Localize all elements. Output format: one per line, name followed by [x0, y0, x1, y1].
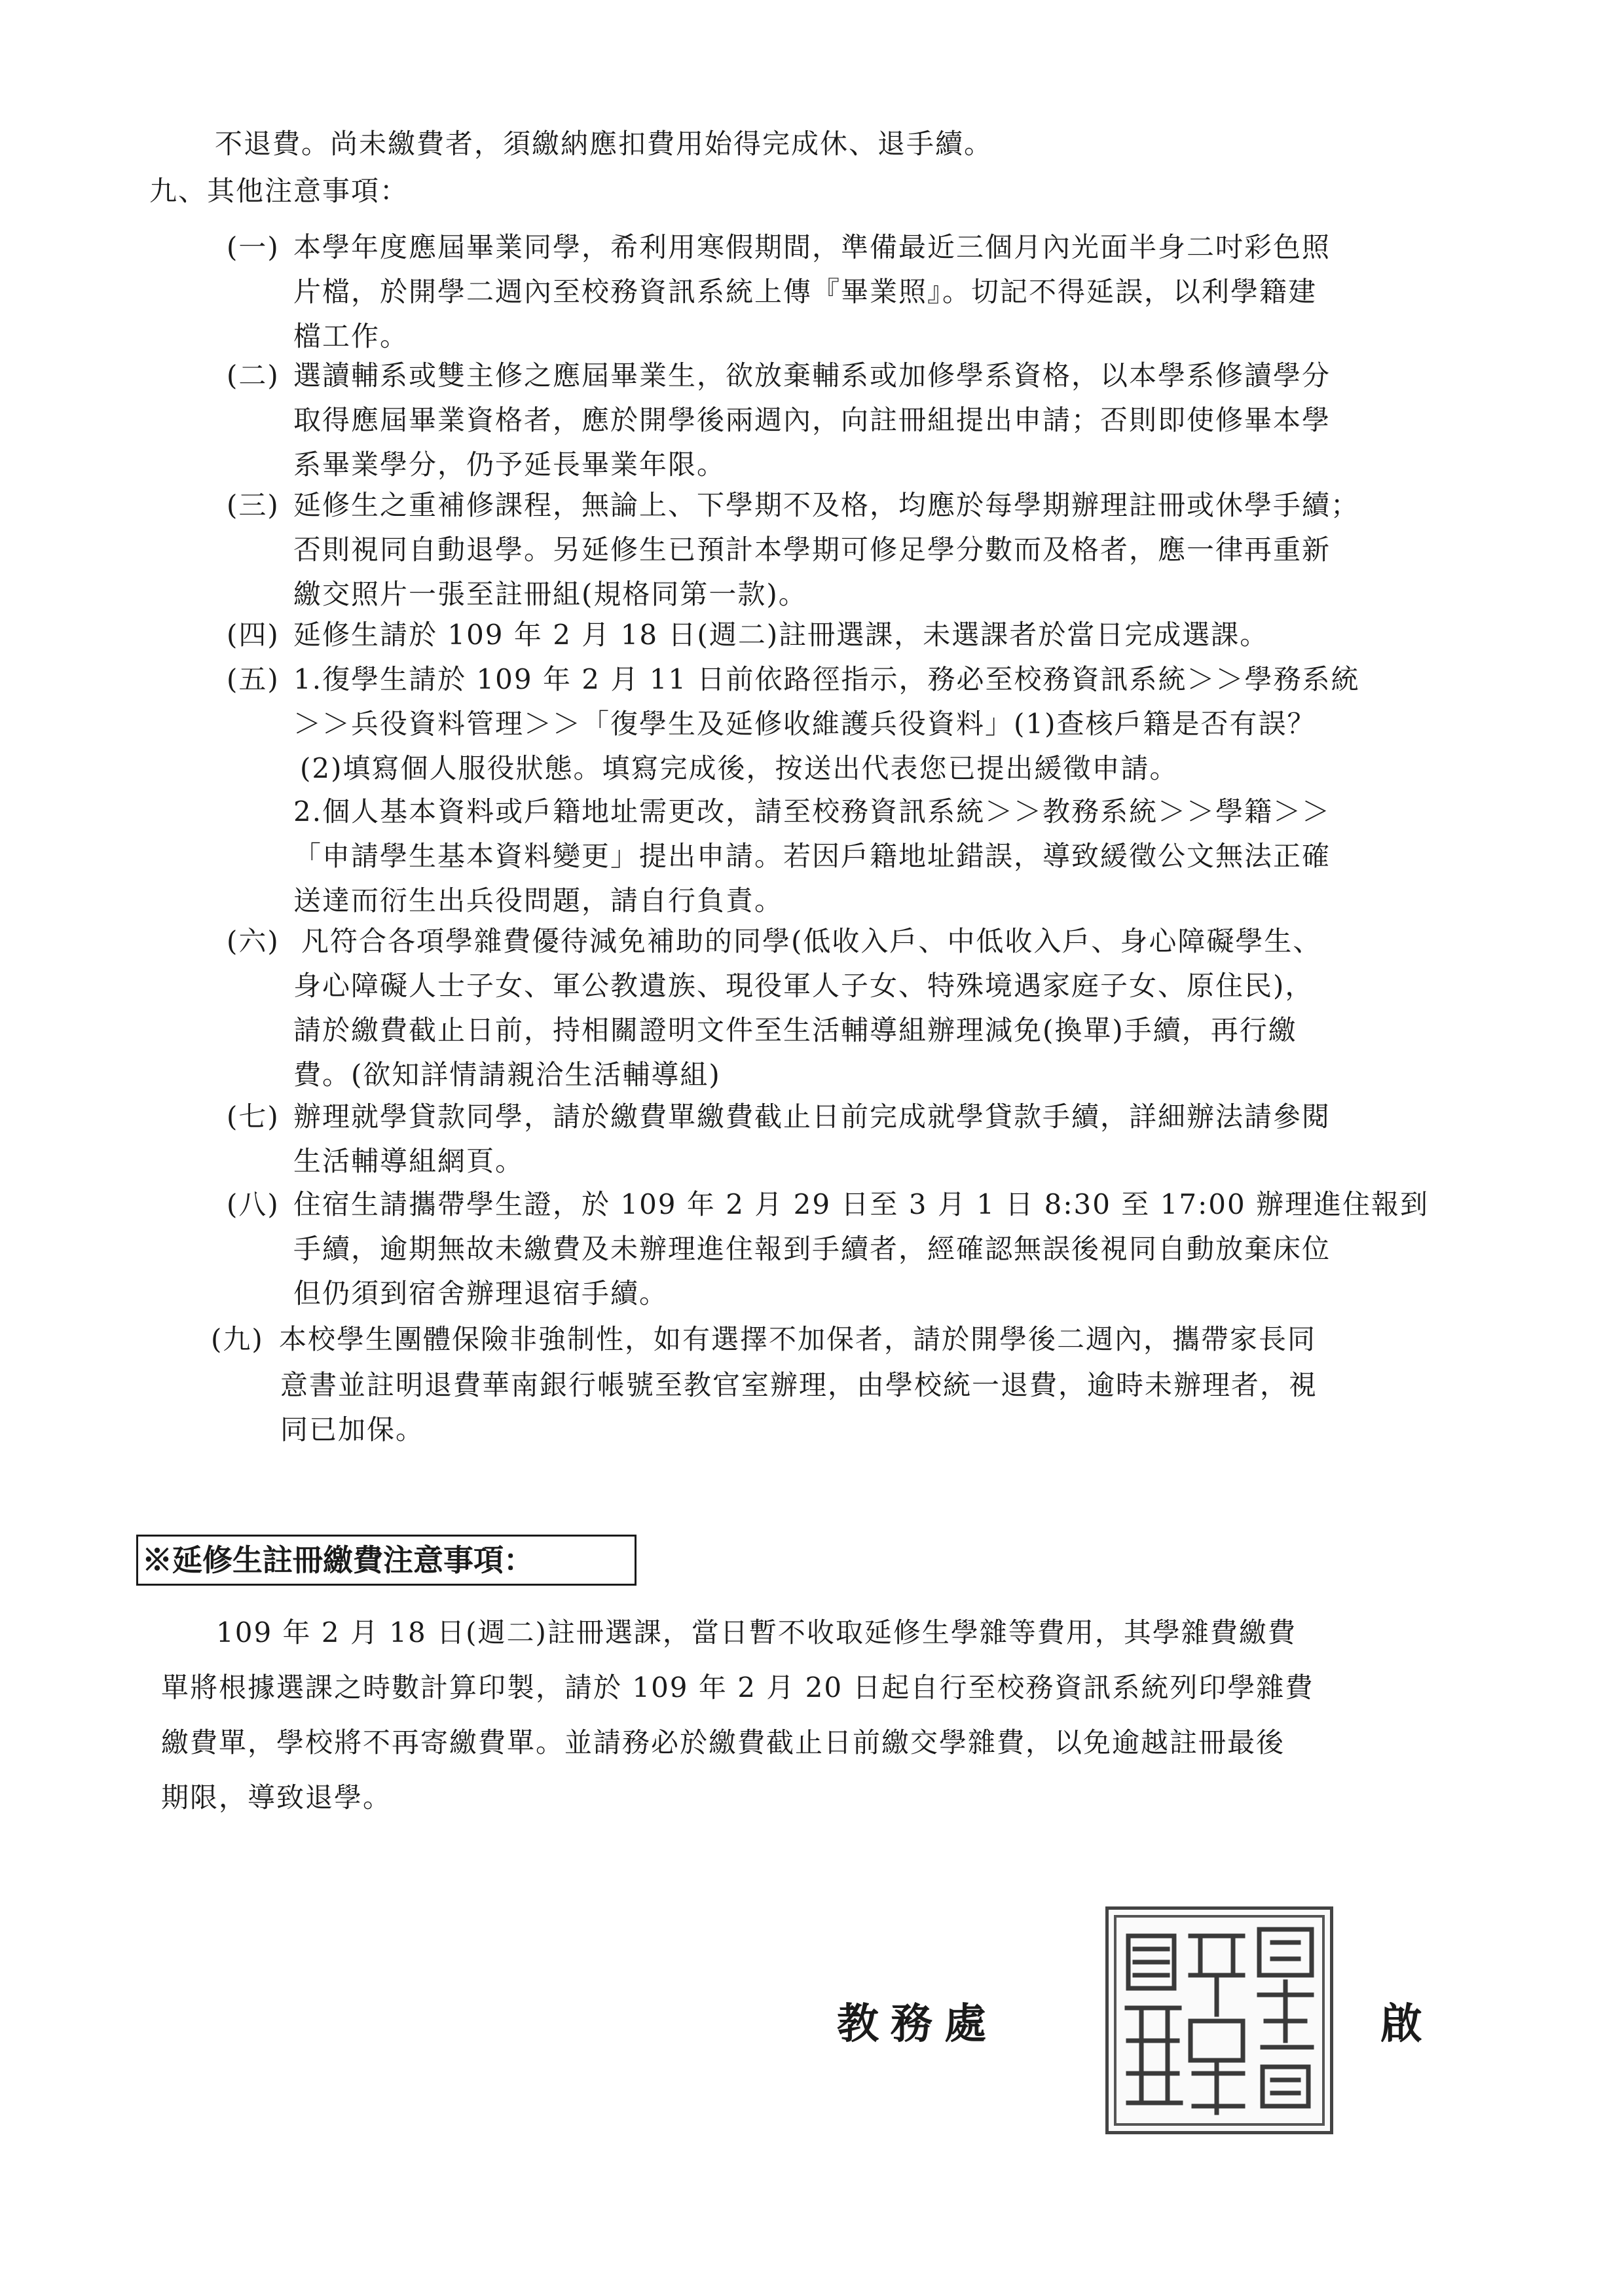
seal-stamp-icon [1109, 1910, 1330, 2131]
intro-line: 不退費。尚未繳費者，須繳納應扣費用始得完成休、退手續。 [215, 128, 993, 160]
item-line: 生活輔導組網頁。 [293, 1145, 525, 1177]
item-line: 住宿生請攜帶學生證，於 109 年 2 月 29 日至 3 月 1 日 8:30 至 17:00 辦理進住報到 [293, 1188, 1430, 1220]
official-seal [1105, 1906, 1333, 2134]
item-line: (2)填寫個人服役狀態。填寫完成後，按送出代表您已提出緩徵申請。 [300, 752, 1179, 784]
item-line: 身心障礙人士子女、軍公教遺族、現役軍人子女、特殊境遇家庭子女、原住民)， [293, 970, 1314, 1002]
closing-mark: 啟 [1380, 1999, 1422, 2049]
item-line: 繳交照片一張至註冊組(規格同第一款)。 [293, 578, 807, 610]
item-line: 但仍須到宿舍辦理退宿手續。 [293, 1277, 669, 1309]
item-line: 凡符合各項學雜費優待減免補助的同學(低收入戶、中低收入戶、身心障礙學生、 [301, 925, 1322, 957]
notice-line: 單將根據選課之時數計算印製，請於 109 年 2 月 20 日起自行至校務資訊系統列印學雜費 [161, 1671, 1314, 1704]
item-line: 意書並註明退費華南銀行帳號至教官室辦理，由學校統一退費，逾時未辦理者，視 [280, 1369, 1318, 1401]
item-label: (五) [227, 663, 280, 695]
office-name: 教務處 [837, 1999, 998, 2049]
notice-line: 109 年 2 月 18 日(週二)註冊選課，當日暫不收取延修生學雜等費用，其學雜費繳費 [216, 1616, 1297, 1649]
item-line: 本學年度應屆畢業同學，希利用寒假期間，準備最近三個月內光面半身二吋彩色照 [293, 231, 1331, 263]
item-line: 手續，逾期無故未繳費及未辦理進住報到手續者，經確認無誤後視同自動放棄床位 [293, 1233, 1331, 1265]
item-line: 選讀輔系或雙主修之應屆畢業生，欲放棄輔系或加修學系資格，以本學系修讀學分 [293, 359, 1331, 392]
item-line: 辦理就學貸款同學，請於繳費單繳費截止日前完成就學貸款手續，詳細辦法請參閱 [293, 1101, 1331, 1133]
notice-line: 繳費單，學校將不再寄繳費單。並請務必於繳費截止日前繳交學雜費，以免逾越註冊最後 [161, 1726, 1285, 1758]
item-line: 延修生請於 109 年 2 月 18 日(週二)註冊選課，未選課者於當日完成選課。 [293, 619, 1269, 651]
notice-line: 期限，導致退學。 [161, 1781, 392, 1813]
item-line: ＞＞兵役資料管理＞＞「復學生及延修收維護兵役資料」(1)查核戶籍是否有誤？ [293, 708, 1316, 740]
item-label: (三) [227, 489, 280, 521]
item-line: 片檔，於開學二週內至校務資訊系統上傳『畢業照』。切記不得延誤，以利學籍建 [293, 276, 1318, 308]
item-label: (七) [227, 1101, 280, 1133]
item-line: 取得應屆畢業資格者，應於開學後兩週內，向註冊組提出申請；否則即使修畢本學 [293, 404, 1331, 436]
item-label: (二) [227, 359, 280, 392]
item-label: (九) [211, 1323, 264, 1355]
item-line: 1.復學生請於 109 年 2 月 11 日前依路徑指示，務必至校務資訊系統＞＞學務系統 [293, 663, 1360, 695]
item-line: 費。(欲知詳情請親洽生活輔導組) [293, 1059, 721, 1091]
item-label: (八) [227, 1188, 280, 1220]
item-line: 同已加保。 [280, 1413, 425, 1446]
item-label: (四) [227, 619, 280, 651]
section-nine-title: 九、其他注意事項： [149, 175, 409, 207]
extension-notice-heading: ※延修生註冊繳費注意事項： [136, 1535, 637, 1586]
item-line: 系畢業學分，仍予延長畢業年限。 [293, 448, 726, 481]
item-line: 延修生之重補修課程，無論上、下學期不及格，均應於每學期辦理註冊或休學手續； [293, 489, 1360, 521]
item-line: 檔工作。 [293, 320, 409, 352]
item-label: (六) [227, 925, 280, 957]
item-line: 請於繳費截止日前，持相關證明文件至生活輔導組辦理減免(換單)手續，再行繳 [293, 1014, 1297, 1046]
item-line: 「申請學生基本資料變更」提出申請。若因戶籍地址錯誤，導致緩徵公文無法正確 [293, 840, 1331, 872]
item-line: 本校學生團體保險非強制性，如有選擇不加保者，請於開學後二週內，攜帶家長同 [279, 1323, 1317, 1355]
item-line: 送達而衍生出兵役問題，請自行負責。 [293, 884, 784, 917]
item-label: (一) [227, 231, 280, 263]
item-line: 2.個人基本資料或戶籍地址需更改，請至校務資訊系統＞＞教務系統＞＞學籍＞＞ [293, 795, 1331, 828]
item-line: 否則視同自動退學。另延修生已預計本學期可修足學分數而及格者，應一律再重新 [293, 534, 1331, 566]
